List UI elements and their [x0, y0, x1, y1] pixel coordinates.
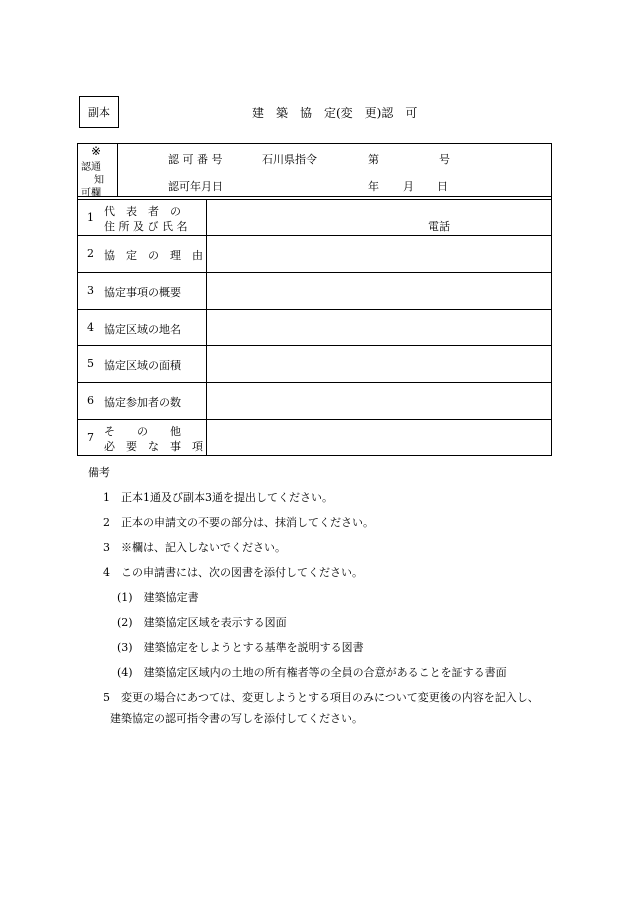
note-item: 3 ※欄は、記入しないでください。: [103, 541, 286, 554]
issuer-label: 石川県指令: [262, 153, 317, 166]
note-subitem: (1) 建築協定書: [117, 591, 199, 604]
mark-col-line2: 知: [94, 175, 104, 186]
row-5-label: 協定区域の面積: [104, 359, 181, 372]
row-4-label: 協定区域の地名: [104, 323, 181, 336]
mark-symbol: ※: [91, 144, 102, 158]
mark-col-line1: 認通: [81, 162, 101, 173]
row-7-label-line2: 必 要 な 事 項: [104, 440, 203, 453]
approval-date-label: 認可年月日: [168, 180, 223, 193]
go-label: 号: [439, 153, 450, 166]
row-4-number: 4: [87, 321, 94, 334]
row-1-label-line2: 住 所 及 び 氏 名: [104, 220, 188, 233]
row-7-number: 7: [87, 431, 94, 444]
mark-col-line3: 可欄: [81, 188, 101, 199]
month-label: 月: [403, 180, 414, 193]
row-3-label: 協定事項の概要: [104, 286, 181, 299]
approval-number-label: 認 可 番 号: [168, 153, 223, 166]
note-item: 4 この申請書には、次の図書を添付してください。: [103, 566, 363, 579]
note-item: 1 正本1通及び副本3通を提出してください。: [103, 491, 333, 504]
note-subitem: (4) 建築協定区域内の土地の所有権者等の全員の合意があることを証する書面: [117, 666, 507, 679]
note-item: 5 変更の場合にあつては、変更しようとする項目のみについて変更後の内容を記入し、: [103, 691, 539, 704]
document-title: 建 築 協 定(変 更)認 可: [252, 106, 418, 120]
note-subitem: (3) 建築協定をしようとする基準を説明する図書: [117, 641, 364, 654]
row-1-number: 1: [87, 211, 94, 224]
row-7-label-line1: そ の 他: [104, 425, 181, 438]
dai-label: 第: [368, 153, 379, 166]
row-2-number: 2: [87, 247, 94, 260]
row-6-number: 6: [87, 394, 94, 407]
row-5-number: 5: [87, 357, 94, 370]
year-label: 年: [368, 180, 379, 193]
phone-label: 電話: [428, 220, 450, 233]
day-label: 日: [437, 180, 448, 193]
row-6-label: 協定参加者の数: [104, 396, 181, 409]
notes-heading: 備考: [88, 466, 110, 479]
note-item: 2 正本の申請文の不要の部分は、抹消してください。: [103, 516, 374, 529]
row-3-number: 3: [87, 284, 94, 297]
row-2-label: 協 定 の 理 由: [104, 249, 203, 262]
note-item-continuation: 建築協定の認可指令書の写しを添付してください。: [110, 712, 363, 725]
copy-label: 副本: [79, 96, 119, 128]
row-1-label-line1: 代 表 者 の: [104, 205, 181, 218]
note-subitem: (2) 建築協定区域を表示する図面: [117, 616, 287, 629]
